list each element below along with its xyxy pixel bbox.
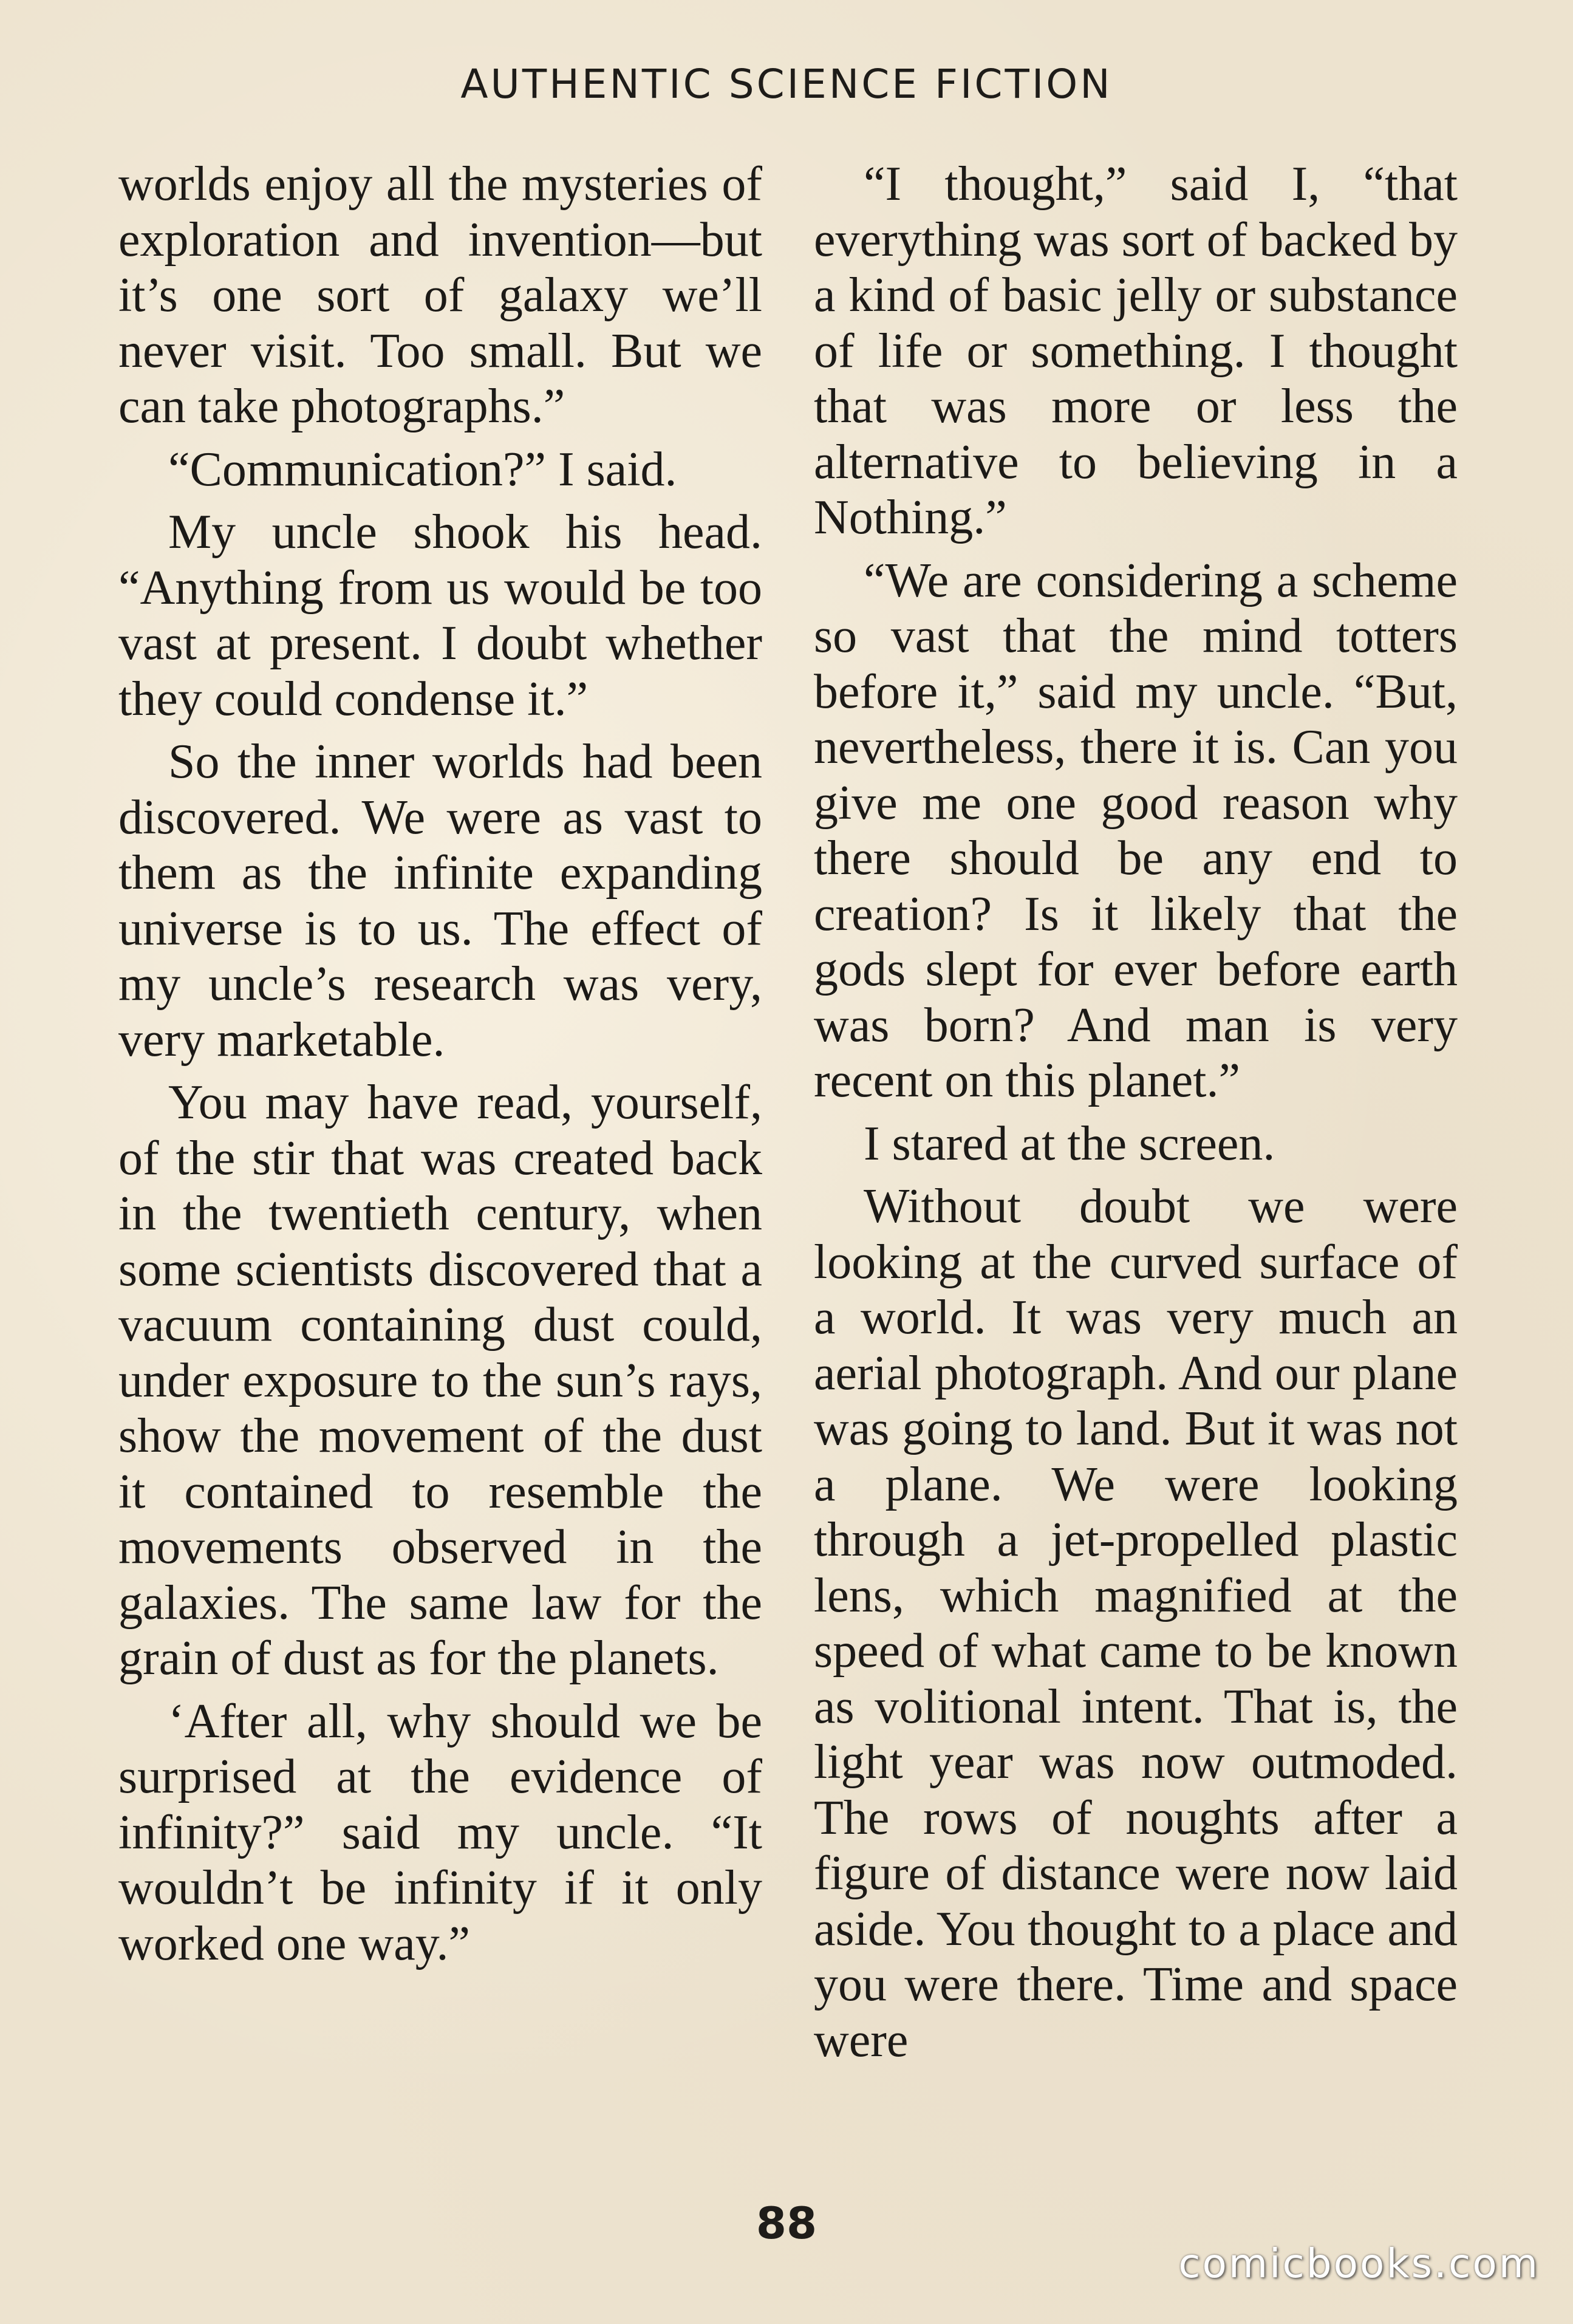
text-column-left [118,157,762,1979]
paragraph: “Communication?” I said. [168,442,677,496]
paragraph: worlds enjoy all the mysteries of exploration and invention—but it’s one sort of galaxy we’ll never visit. Too small. But we can take photographs.” [118,157,762,433]
page-number: 88 [756,2198,817,2249]
paragraph: You may have read, yourself, of the stir that was created back in the twentieth century, when some scientists discovered that a vacuum containing dust could, under exposure to the sun’s rays, show the movement of the dust it contained to resemble the movements observed in the galaxies. The same law for the grain of dust as for the planets. [118,1076,762,1685]
paragraph: So the inner worlds had been discovered. We were as vast to them as the infinite expanding universe is to us. The effect of my uncle’s research was very, very marketable. [118,735,762,1067]
paragraph: “I thought,” said I, “that everything was sort of backed by a kind of basic jelly or substance of life or something. I thought that was more or less the alternative to believing in a Nothing.” [814,157,1458,544]
paragraph: ‘After all, why should we be surprised at the evidence of infinity?” said my uncle. “It wouldn’t be infinity if it only worked one way.” [118,1694,762,1970]
paragraph: “We are considering a scheme so vast that the mind totters before it,” said my uncle. “But, nevertheless, there it is. Can you give me one good reason why there should be any end to creation? Is it likely that the gods slept for ever before earth was born? And man is very recent on this planet.” [814,553,1458,1107]
paragraph: My uncle shook his head. “Anything from us would be too vast at present. I doubt whether they could condense it.” [118,505,762,726]
watermark-logo: comicbooks.com [1178,2240,1540,2287]
running-title: AUTHENTIC SCIENCE FICTION [460,61,1113,108]
text-column-right [814,157,1458,2076]
paragraph: Without doubt we were looking at the curved surface of a world. It was very much an aerial photograph. And our plane was going to land. But it was not a plane. We were looking through a jet-propelled plastic lens, which magnified at the speed of what came to be known as volitional intent. That is, the light year was now outmoded. The rows of noughts after a figure of distance were now laid aside. You thought to a place and you were there. Time and space were [814,1180,1458,2067]
paragraph: I stared at the screen. [864,1116,1275,1171]
